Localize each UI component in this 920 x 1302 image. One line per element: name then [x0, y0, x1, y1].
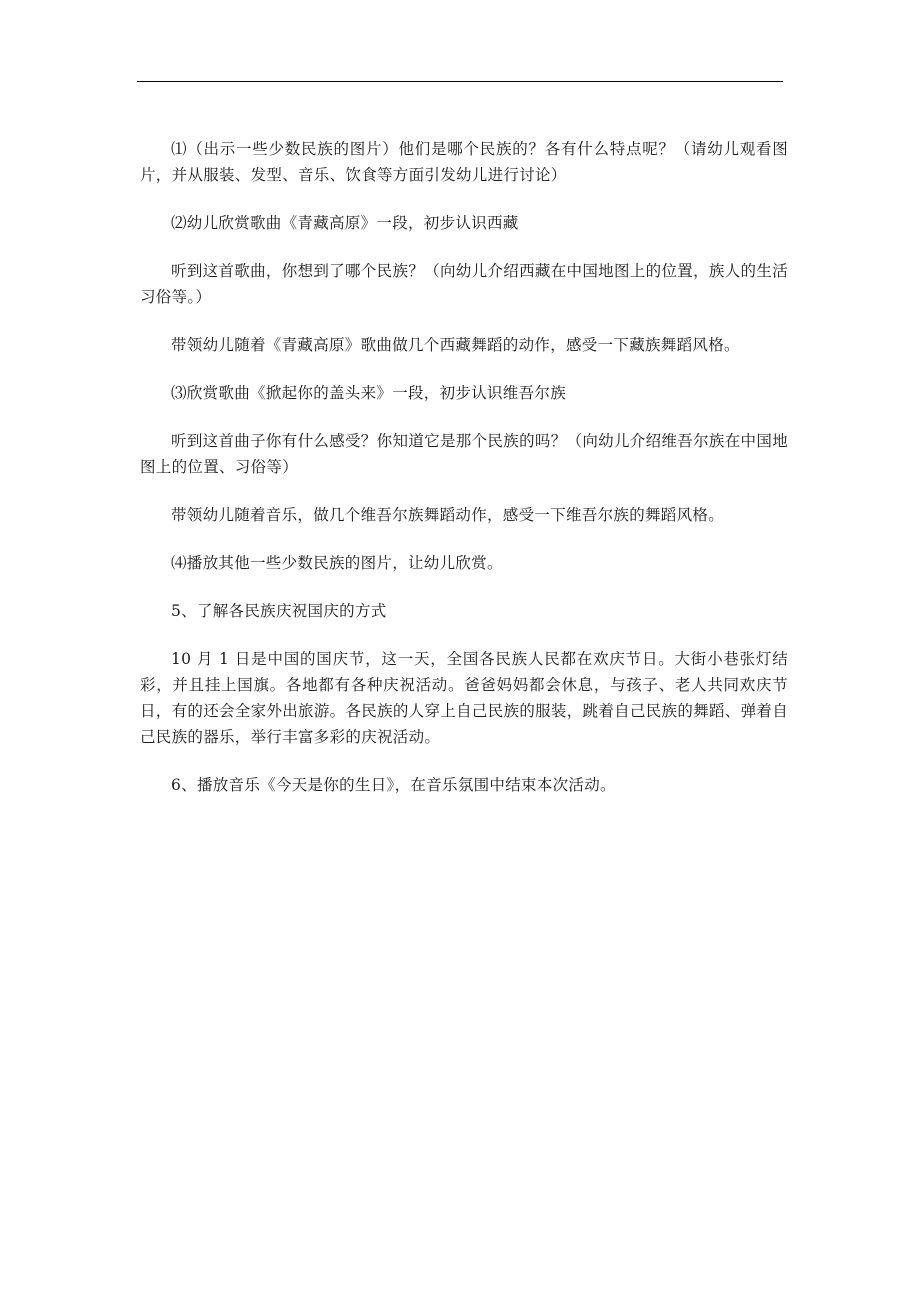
- paragraph-national-day: 10 月 1 日是中国的国庆节，这一天，全国各民族人民都在欢庆节日。大街小巷张灯结彩，并且挂上国旗。各地都有各种庆祝活动。爸爸妈妈都会休息，与孩子、老人共同欢庆节日，有的还会全家外出旅游。各民族的人穿上自己民族的服装，跳着自己民族的舞蹈、弹着自己民族的器乐，举行丰富多彩的庆祝活动。: [140, 650, 788, 746]
- paragraph-picture-discussion: ⑴（出示一些少数民族的图片）他们是哪个民族的？各有什么特点呢？（请幼儿观看图片，并从服装、发型、音乐、饮食等方面引发幼儿进行讨论）: [140, 140, 788, 184]
- header-rule: [137, 81, 783, 82]
- paragraph-other-pictures: ⑷播放其他一些少数民族的图片，让幼儿欣赏。: [171, 554, 503, 572]
- paragraph-tibet-song: ⑵幼儿欣赏歌曲《青藏高原》一段，初步认识西藏: [171, 214, 519, 232]
- paragraph-uyghur-question: 听到这首曲子你有什么感受？你知道它是那个民族的吗？（向幼儿介绍维吾尔族在中国地图上的位置、习俗等）: [140, 432, 788, 476]
- paragraph-uyghur-dance: 带领幼儿随着音乐，做几个维吾尔族舞蹈动作，感受一下维吾尔族的舞蹈风格。: [171, 506, 725, 524]
- paragraph-uyghur-song: ⑶欣赏歌曲《掀起你的盖头来》一段，初步认识维吾尔族: [171, 384, 567, 402]
- document-body: [140, 136, 788, 820]
- section-heading-closing: 6、播放音乐《今天是你的生日》，在音乐氛围中结束本次活动。: [171, 776, 616, 794]
- paragraph-tibet-dance: 带领幼儿随着《青藏高原》歌曲做几个西藏舞蹈的动作，感受一下藏族舞蹈风格。: [171, 336, 740, 354]
- paragraph-tibet-question: 听到这首歌曲，你想到了哪个民族？（向幼儿介绍西藏在中国地图上的位置，族人的生活习俗等。）: [140, 262, 788, 306]
- section-heading-national-day: 5、了解各民族庆祝国庆的方式: [171, 602, 387, 620]
